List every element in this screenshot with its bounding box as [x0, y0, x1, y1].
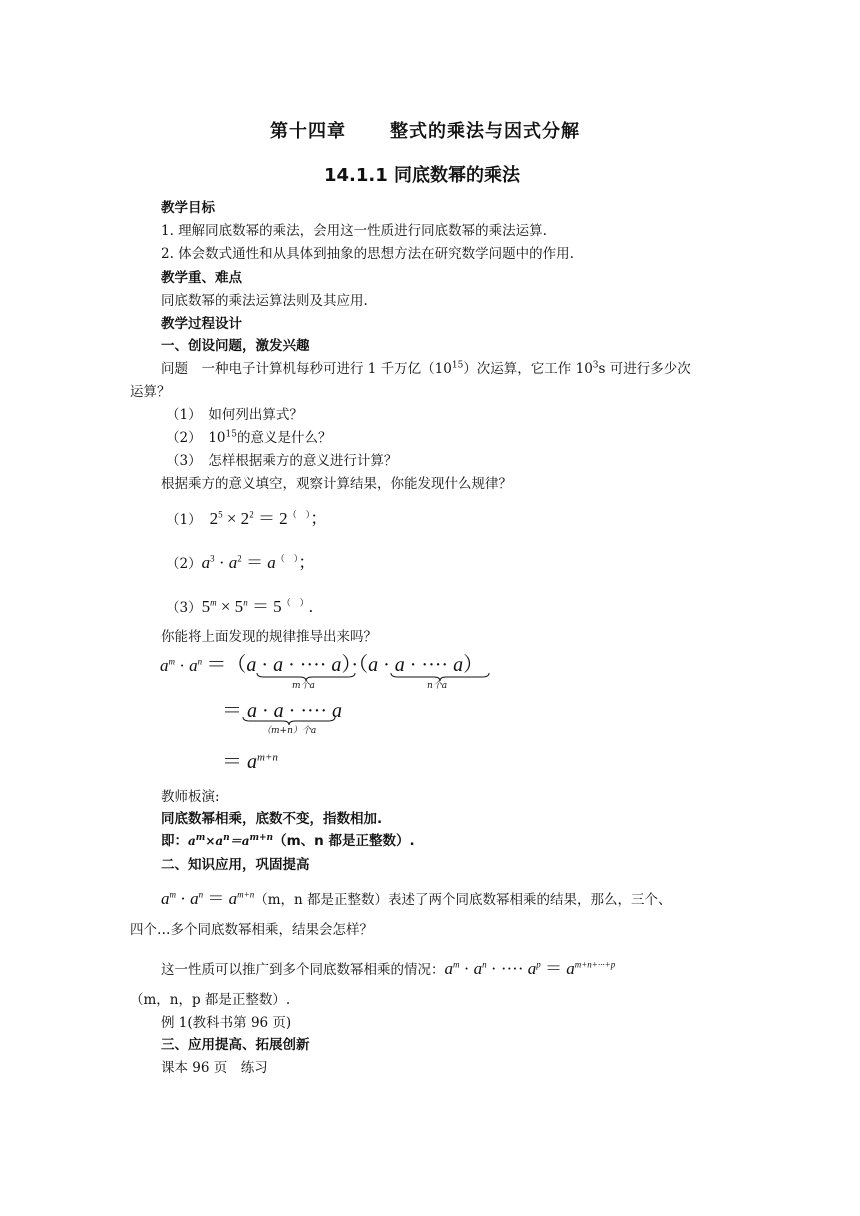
general-text-cont: （m，n，p 都是正整数）. — [130, 992, 291, 1008]
brace-n-label: n个a — [427, 681, 448, 691]
fill-prompt: 根据乘方的意义填空，观察计算结果，你能发现什么规律？ — [161, 476, 512, 492]
rule-formula: 即：$a^m\times a^n=a^{m+n}(m$、n 都是正整数）. — [161, 833, 415, 849]
chapter-title — [270, 117, 580, 143]
application-text-cont: 四个…多个同底数幂相乘，结果会怎样？ — [130, 922, 373, 938]
question-2: （2） $10^{15}$的意义是什么？ — [166, 429, 332, 446]
process-heading: 教学过程设计 — [161, 316, 242, 332]
brace-m-label: m个a — [292, 681, 315, 691]
rule-text: 同底数幂相乘，底数不变，指数相加. — [161, 811, 383, 827]
example-text: 例 1(教科书第 96 页) — [161, 1015, 292, 1031]
chapter-number: 第十四章 — [270, 121, 346, 142]
part1-heading: 一、创设问题，激发兴趣 — [161, 338, 310, 354]
board-label: 教师板演: — [161, 789, 220, 805]
general-text: 这一性质可以推广到多个同底数幂相乘的情况：$a^m \cdot a^n$ · ···· $a^p = a^{m+n+\cdot\cdot\cdot+p}$ — [161, 959, 616, 978]
problem-text: 问题 一种电子计算机每秒可进行 1 千万亿$(10^{15})$次运算，它工作 $10^3s$ 可进行多少次 — [161, 360, 691, 377]
practice-text: 课本 96 页 练习 — [161, 1060, 268, 1076]
exercise-2: $(2)a^3 \cdot a^2 = a^{( )}$； — [166, 553, 316, 572]
objectives-heading: 教学目标 — [161, 200, 215, 216]
section-title: 14.1.1 同底数幂的乘法 — [324, 165, 521, 186]
exercise-3: $(3)5^m \times 5^n = 5^{( )}$. — [166, 597, 313, 616]
problem-text-cont: 运算？ — [130, 384, 171, 400]
exercise-1: （1） $2^5 \times 2^2 = 2^{( )}$； — [166, 509, 328, 528]
chapter-name: 整式的乘法与因式分解 — [390, 121, 580, 142]
question-3: （3） 怎样根据乘方的意义进行计算？ — [166, 453, 398, 469]
key-points-heading: 教学重、难点 — [161, 270, 242, 286]
objective-item: 2. 体会数式通性和从具体到抽象的思想方法在研究数学问题中的作用. — [161, 246, 574, 262]
derivation-line-2: ＝ a · a · ···· a — [222, 700, 342, 722]
part2-heading: 二、知识应用，巩固提高 — [161, 857, 310, 873]
objective-item: 1. 理解同底数幂的乘法，会用这一性质进行同底数幂的乘法运算. — [161, 223, 547, 239]
derivation-line-3: ＝ $a^{m+n}$ — [222, 751, 278, 773]
question-1: （1） 如何列出算式？ — [166, 407, 303, 423]
application-text: $a^m \cdot a^n = a^{m+n}(m$，n 都是正整数）表述了两个同底数幂相乘的结果，那么，三个、 — [161, 889, 672, 908]
key-points-text: 同底数幂的乘法运算法则及其应用. — [161, 293, 368, 309]
derive-prompt: 你能将上面发现的规律推导出来吗？ — [161, 629, 377, 645]
derivation-line-1: $a^m \cdot a^n =(a \cdot a$ · ···· a）·（a · a · ···· a） — [160, 654, 484, 676]
brace-mn-label: （m+n）个a — [262, 726, 317, 736]
part3-heading: 三、应用提高、拓展创新 — [161, 1037, 310, 1053]
